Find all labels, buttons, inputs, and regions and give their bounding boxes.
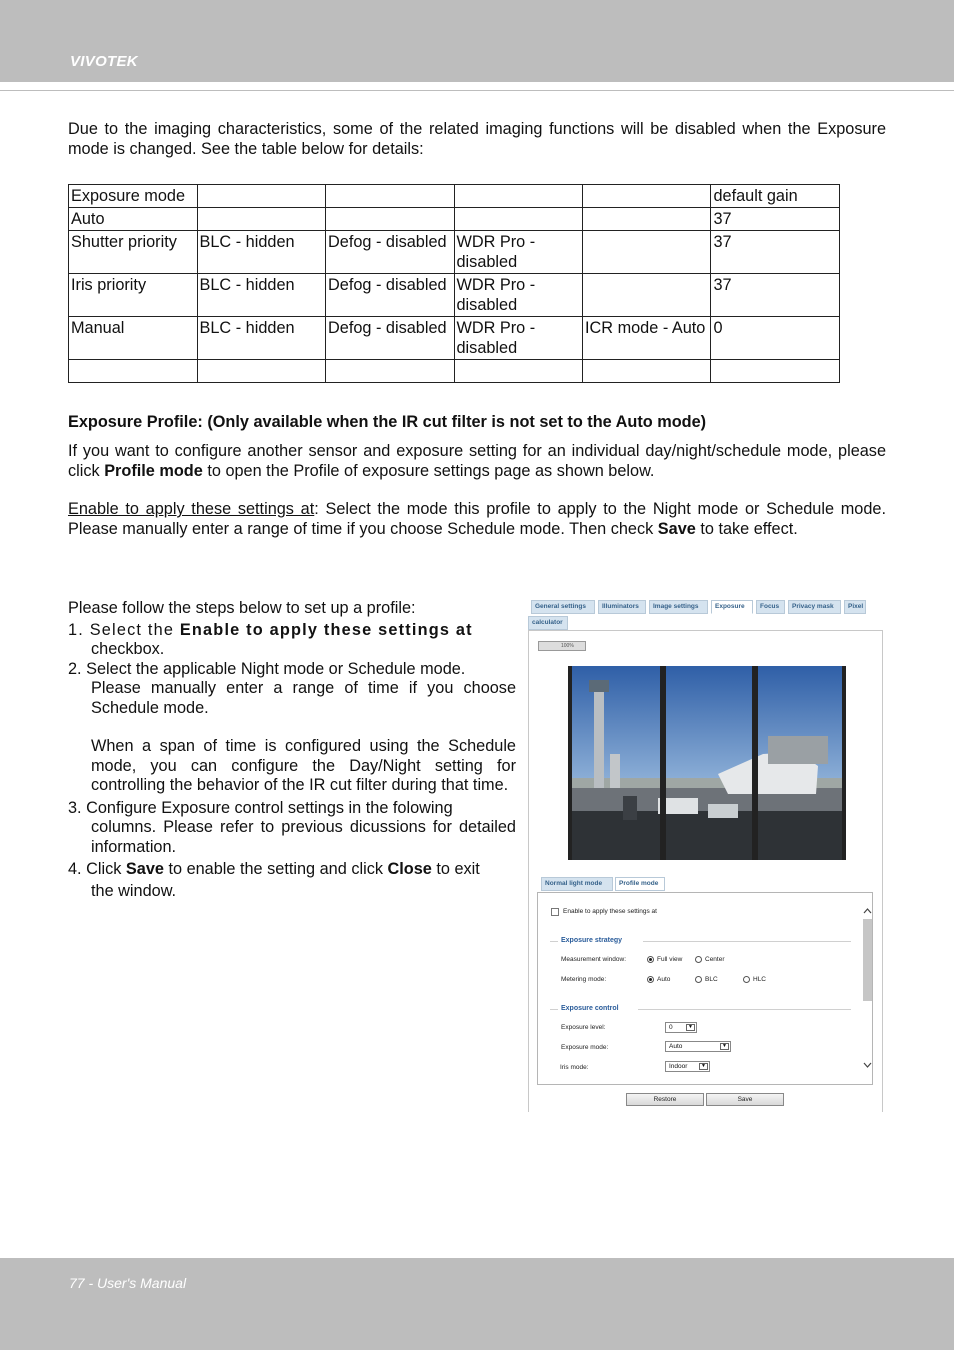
zoom-value: 100% <box>561 643 574 649</box>
table-cell: 0 <box>711 316 840 359</box>
save-button[interactable]: Save <box>706 1093 784 1106</box>
table-cell: 37 <box>711 273 840 316</box>
exposure-mode-value: Auto <box>669 1043 683 1050</box>
hlc-label: HLC <box>753 976 767 983</box>
profile-text-post: to open the Profile of exposure settings page as shown below. <box>202 461 655 480</box>
table-row <box>69 230 840 273</box>
camera-preview <box>568 666 846 860</box>
table-cell: WDR Pro - disabled <box>454 316 583 359</box>
step-4-mid: to enable the setting and click <box>163 860 388 878</box>
step-4-save: Save <box>125 860 164 878</box>
table-cell <box>454 185 583 208</box>
metering-mode-label: Metering mode: <box>561 976 607 983</box>
table-cell: BLC - hidden <box>197 316 325 359</box>
enable-paragraph <box>68 500 886 539</box>
form-scrollbar[interactable] <box>863 901 872 1077</box>
enable-term: Enable to apply these settings at <box>68 500 315 518</box>
tab-profile-mode[interactable]: Profile mode <box>615 877 665 891</box>
step-4-cont: the window. <box>91 881 177 900</box>
center-label: Center <box>705 956 725 963</box>
page-footer <box>0 1258 954 1350</box>
table-cell: WDR Pro - disabled <box>454 230 583 273</box>
table-cell <box>583 185 711 208</box>
chevron-down-icon: ▼ <box>720 1043 729 1050</box>
step-1-cont: checkbox. <box>91 640 165 658</box>
iris-mode-select[interactable] <box>665 1061 710 1072</box>
table-cell <box>197 208 325 231</box>
table-cell <box>197 185 325 208</box>
radio-center[interactable] <box>695 956 702 963</box>
exposure-control-title: Exposure control <box>561 1005 619 1012</box>
scrollbar-thumb[interactable] <box>863 919 872 1001</box>
tab-normal-light-mode[interactable]: Normal light mode <box>541 877 613 891</box>
step-4-post: to exit <box>431 860 480 878</box>
table-cell: Iris priority <box>69 273 198 316</box>
auto-label: Auto <box>657 976 671 983</box>
table-cell: Auto <box>69 208 198 231</box>
table-cell: ICR mode - Auto <box>583 316 711 359</box>
table-cell: Exposure mode <box>69 185 198 208</box>
step-2: 2. Select the applicable Night mode or Schedule mode. <box>68 659 466 678</box>
enable-text-b: to take effect. <box>695 519 798 538</box>
page-header <box>0 0 954 82</box>
radio-hlc[interactable] <box>743 976 750 983</box>
brand-logo: VIVOTEK <box>70 53 138 70</box>
table-cell <box>711 359 840 382</box>
exposure-level-select[interactable] <box>665 1022 697 1033</box>
table-cell <box>583 230 711 273</box>
enable-label: Enable to apply these settings at <box>563 908 657 915</box>
tab-calculator[interactable]: calculator <box>528 616 568 630</box>
divider <box>638 1009 851 1010</box>
table-row <box>69 185 840 208</box>
profile-form <box>537 892 873 1085</box>
step-2-cont: Please manually enter a range of time if you choose Schedule mode. <box>91 679 516 717</box>
step-2-note: When a span of time is configured using the Schedule mode, you can configure the Day/Night setting for controlling the behavior of the IR cut filter during that time. <box>91 737 516 794</box>
table-cell: WDR Pro - disabled <box>454 273 583 316</box>
profile-paragraph <box>68 442 886 481</box>
airport-view-image <box>568 666 846 860</box>
zoom-control[interactable] <box>538 641 586 651</box>
enable-checkbox[interactable] <box>551 908 559 916</box>
step-4-pre: 4. Click <box>68 860 126 878</box>
tab-image-settings[interactable]: Image settings <box>649 600 708 614</box>
table-cell <box>326 359 455 382</box>
chevron-down-icon: ▼ <box>686 1024 695 1031</box>
table-cell: 37 <box>711 230 840 273</box>
exposure-mode-label: Exposure mode: <box>561 1044 609 1051</box>
intro-paragraph: Due to the imaging characteristics, some of the related imaging functions will be disabled when the Exposure mode is changed. See the table below for details: <box>68 120 886 158</box>
full-view-label: Full view <box>657 956 683 963</box>
restore-button[interactable]: Restore <box>626 1093 704 1106</box>
measurement-window-label: Measurement window: <box>561 956 627 963</box>
table-cell <box>326 208 455 231</box>
step-1 <box>68 621 516 641</box>
table-cell: Manual <box>69 316 198 359</box>
step-3-cont: columns. Please refer to previous dicussions for detailed information. <box>91 818 516 856</box>
tab-pixel[interactable]: Pixel <box>844 600 866 614</box>
table-cell: default gain <box>711 185 840 208</box>
table-cell <box>69 359 198 382</box>
divider <box>550 1009 558 1010</box>
iris-mode-value: Indoor <box>669 1063 688 1070</box>
tab-general-settings[interactable]: General settings <box>531 600 595 614</box>
scroll-down-icon <box>863 1061 872 1069</box>
table-cell: Shutter priority <box>69 230 198 273</box>
exposure-table <box>68 184 840 383</box>
exposure-level-value: 0 <box>669 1024 673 1031</box>
tab-exposure[interactable]: Exposure <box>711 600 753 614</box>
step-4 <box>68 860 516 880</box>
table-row <box>69 273 840 316</box>
table-cell <box>326 185 455 208</box>
table-cell: 37 <box>711 208 840 231</box>
table-cell <box>583 359 711 382</box>
save-term: Save <box>657 519 696 538</box>
tab-focus[interactable]: Focus <box>756 600 785 614</box>
table-cell: Defog - disabled <box>326 273 455 316</box>
table-row <box>69 316 840 359</box>
blc-label: BLC <box>705 976 718 983</box>
enable-text-a: : Select the mode this profile to apply to the Night mode or Schedule mode. Please manually enter a range of time if you choose Schedule mode. Then check <box>68 500 886 538</box>
tab-illuminators[interactable]: Illuminators <box>598 600 646 614</box>
profile-mode-term: Profile mode <box>104 461 203 480</box>
iris-mode-label: Iris mode: <box>560 1064 589 1071</box>
step-1-bold: Enable to apply these settings at <box>179 620 473 639</box>
header-rule <box>0 90 954 91</box>
table-row <box>69 359 840 382</box>
radio-full-view[interactable] <box>647 956 654 963</box>
table-cell: BLC - hidden <box>197 273 325 316</box>
table-row <box>69 208 840 231</box>
radio-blc[interactable] <box>695 976 702 983</box>
table-cell: Defog - disabled <box>326 230 455 273</box>
step-1-pre: 1. Select the <box>68 620 180 639</box>
page-number: 77 - User's Manual <box>69 1275 187 1291</box>
exposure-settings-screenshot <box>528 598 884 1112</box>
table-cell <box>454 208 583 231</box>
table-cell <box>583 273 711 316</box>
chevron-down-icon: ▼ <box>699 1063 708 1070</box>
table-cell <box>197 359 325 382</box>
scroll-up-icon <box>863 907 872 915</box>
steps-intro: Please follow the steps below to set up a profile: <box>68 599 416 617</box>
divider <box>643 941 851 942</box>
table-cell <box>583 208 711 231</box>
table-cell: BLC - hidden <box>197 230 325 273</box>
profile-heading: Exposure Profile: (Only available when the IR cut filter is not set to the Auto mode) <box>68 413 707 431</box>
table-cell <box>454 359 583 382</box>
radio-auto[interactable] <box>647 976 654 983</box>
tab-privacy-mask[interactable]: Privacy mask <box>788 600 841 614</box>
profile-text-pre: If you want to configure another sensor and exposure setting for an individual day/night/schedule mode, please click <box>68 442 886 480</box>
exposure-level-label: Exposure level: <box>561 1024 606 1031</box>
step-3: 3. Configure Exposure control settings in the folowing <box>68 798 453 817</box>
steps-list <box>68 599 516 901</box>
step-4-close: Close <box>387 860 432 878</box>
exposure-mode-select[interactable] <box>665 1041 731 1052</box>
divider <box>550 941 558 942</box>
table-cell: Defog - disabled <box>326 316 455 359</box>
exposure-strategy-title: Exposure strategy <box>561 937 623 944</box>
